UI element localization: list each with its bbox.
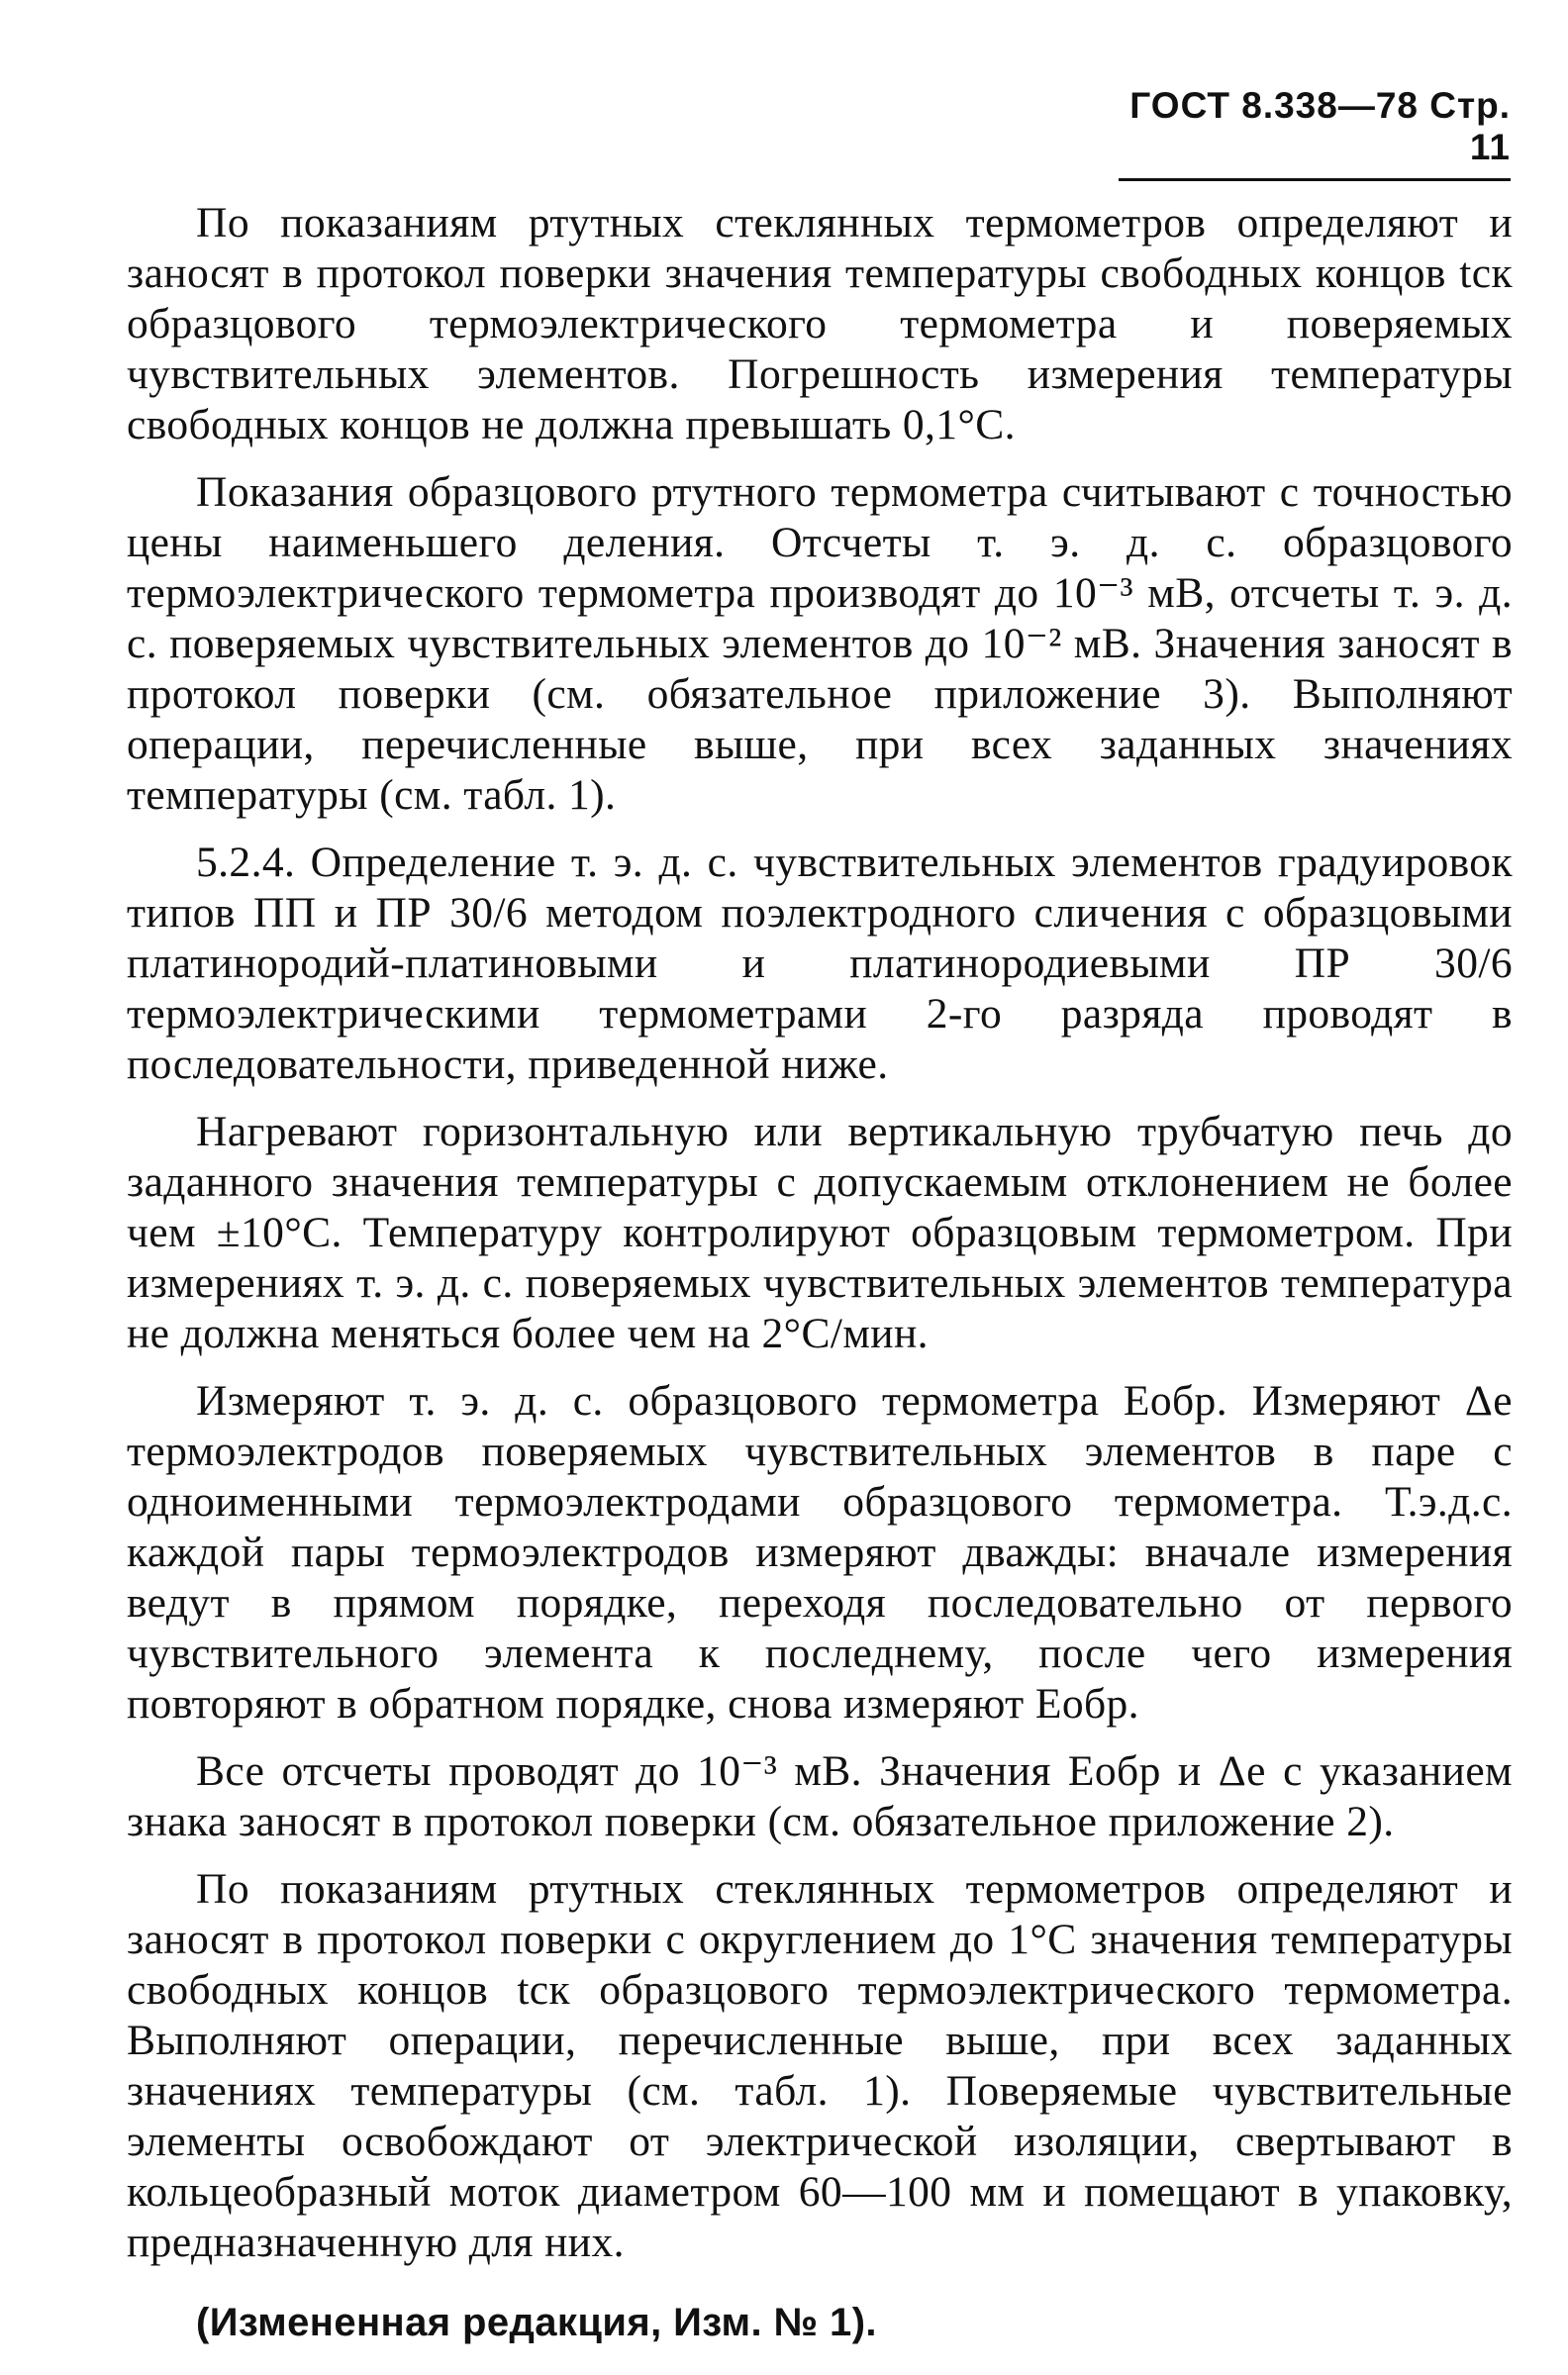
paragraph-3: 5.2.4. Определение т. э. д. с. чувствительных элементов градуировок типов ПП и ПР 30/6 методом поэлектродного сличения с образцовыми платинородий-платиновыми и платинородиевыми ПР 30/6 термоэлектрическими термометрами 2-го разряда проводят в последовательности, приведенной ниже. <box>127 839 1513 1088</box>
paragraph-6: Все отсчеты проводят до 10⁻³ мВ. Значения Eобр и Δe с указанием знака заносят в протокол поверки (см. обязательное приложение 2). <box>127 1747 1513 1845</box>
paragraph-7: По показаниям ртутных стеклянных термометров определяют и заносят в протокол поверки с округлением до 1°С значения температуры свободных концов tск образцового термоэлектрического термометра. Выполняют операции, перечисленные выше, при всех заданных значениях температуры (см. табл. 1). Поверяемые чувствительные элементы освобождают от электрической изоляции, свертывают в кольцеобразный моток диаметром 60—100 мм и помещают в упаковку, предназначенную для них. <box>127 1865 1513 2266</box>
document-body <box>127 198 1513 2365</box>
paragraph-5: Измеряют т. э. д. с. образцового термометра Eобр. Измеряют Δe термоэлектродов поверяемых чувствительных элементов в паре с одноименными термоэлектродами образцового термометра. Т.э.д.с. каждой пары термоэлектродов измеряют дважды: вначале измерения ведут в прямом порядке, переходя последовательно от первого чувствительного элемента к последнему, после чего измерения повторяют в обратном порядке, снова измеряют Eобр. <box>127 1377 1513 1728</box>
paragraph-1: По показаниям ртутных стеклянных термометров определяют и заносят в протокол поверки значения температуры свободных концов tск образцового термоэлектрического термометра и поверяемых чувствительных элементов. Погрешность измерения температуры свободных концов не должна превышать 0,1°С. <box>127 199 1513 448</box>
paragraph-4: Нагревают горизонтальную или вертикальную трубчатую печь до заданного значения температуры с допускаемым отклонением не более чем ±10°С. Температуру контролируют образцовым термометром. При измерениях т. э. д. с. поверяемых чувствительных элементов температура не должна меняться более чем на 2°С/мин. <box>127 1108 1513 1357</box>
paragraph-2: Показания образцового ртутного термометра считывают с точностью цены наименьшего деления. Отсчеты т. э. д. с. образцового термоэлектрического термометра производят до 10⁻³ мВ, отсчеты т. э. д. с. поверяемых чувствительных элементов до 10⁻² мВ. Значения заносят в протокол поверки (см. обязательное приложение 3). Выполняют операции, перечисленные выше, при всех заданных значениях температуры (см. табл. 1). <box>127 468 1513 819</box>
revision-note: (Измененная редакция, Изм. № 1). <box>196 2301 877 2344</box>
page-header: ГОСТ 8.338—78 Стр. 11 <box>1119 85 1511 181</box>
